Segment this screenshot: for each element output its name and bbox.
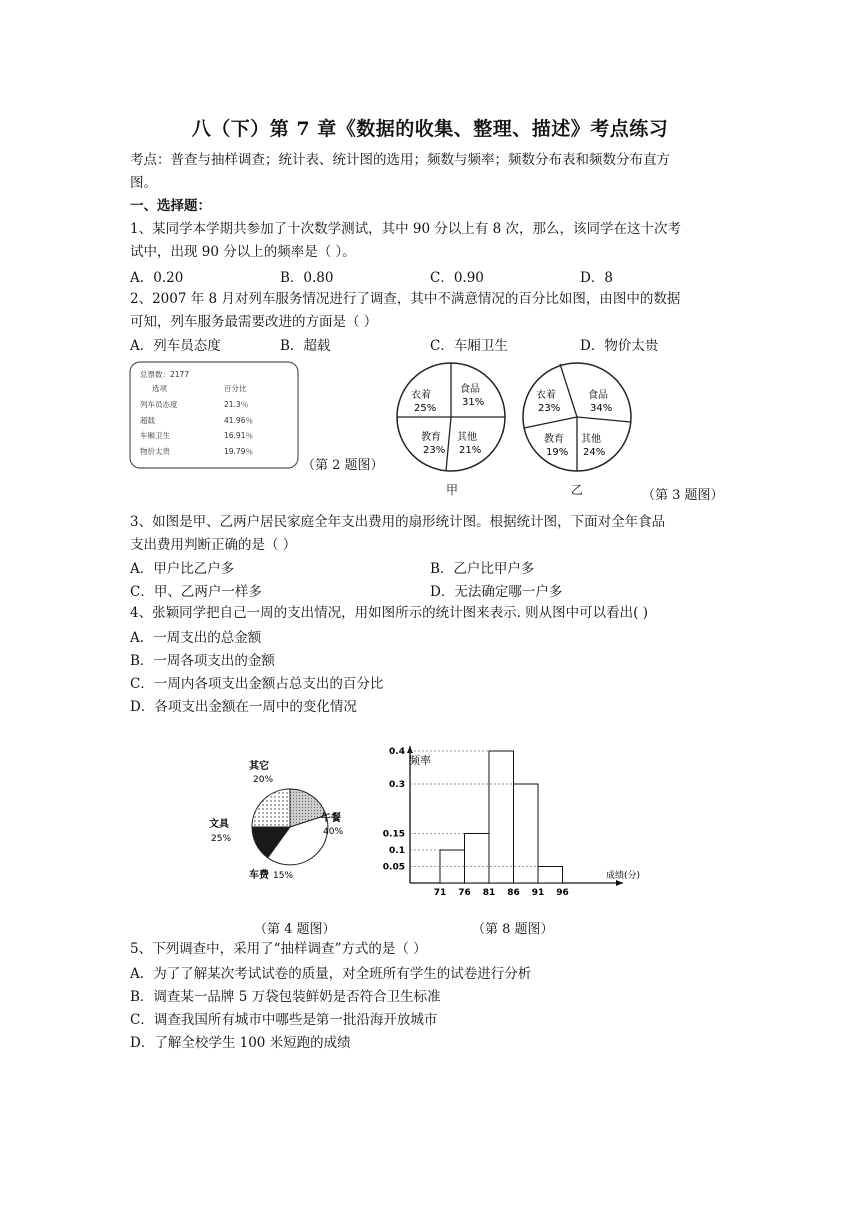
q4-pie-figure: [205, 755, 344, 885]
histogram-x-label: 成绩(分): [606, 871, 641, 881]
q2-table-col1: 选项: [152, 384, 167, 393]
histogram-y-tick-label: 0.3: [389, 780, 405, 790]
histogram-bar: [465, 834, 490, 884]
histogram-y-tick-label: 0.15: [382, 829, 405, 840]
q2-line-1: 2、2007 年 8 月对列车服务情况进行了调查，其中不满意情况的百分比如图，由图中的数据: [130, 291, 681, 307]
q3-line-2: 支出费用判断正确的是（ ）: [130, 537, 297, 553]
jia-slice-other-pct: 21%: [459, 445, 482, 456]
q2-table-row-4-pct: 19.79％: [224, 447, 253, 456]
intro-line-1: 考点：普查与抽样调查；统计表、统计图的选用；频数与频率；频数分布表和频数分布直方: [130, 152, 670, 168]
q2-table-figure: [128, 360, 300, 470]
q3-caption: （第 3 题图）: [642, 488, 724, 503]
jia-slice-food-pct: 31%: [462, 397, 485, 408]
q3-pie-jia-label: 甲: [446, 483, 459, 497]
q4-line-1: 4、张颖同学把自己一周的支出情况，用如图所示的统计图来表示. 则从图中可以看出( ): [130, 605, 648, 621]
q4-label-lunch-name: 午餐: [321, 813, 341, 824]
q4-label-lunch-pct: 40%: [323, 827, 344, 837]
q5-option-a: A．为了了解某次考试试卷的质量，对全班所有学生的试卷进行分析: [130, 966, 532, 982]
q3-pie-yi-label: 乙: [571, 483, 584, 497]
q4-label-other-pct: 20%: [253, 775, 274, 785]
q4-caption: （第 4 题图）: [254, 922, 336, 937]
q4-label-fare-name: 车费: [249, 870, 269, 881]
q2-table-row-4-item: 物价太贵: [140, 447, 170, 456]
q1-line-1: 1、某同学本学期共参加了十次数学测试，其中 90 分以上有 8 次，那么，该同学在这十次考: [130, 221, 682, 237]
q4-option-c: C．一周内各项支出金额占总支出的百分比: [130, 676, 384, 692]
q5-option-c: C．调查我国所有城市中哪些是第一批沿海开放城市: [130, 1012, 438, 1028]
q2-option-a: A．列车员态度: [130, 338, 221, 354]
jia-slice-education-pct: 23%: [423, 445, 446, 456]
yi-slice-other-name: 其他: [581, 434, 601, 445]
intro-line-2: 图。: [130, 175, 157, 191]
q3-pie-jia: [394, 360, 514, 480]
q3-option-b: B．乙户比甲户多: [430, 561, 535, 577]
q8-caption: （第 8 题图）: [472, 922, 554, 937]
histogram-y-tick-label: 0.4: [389, 747, 405, 757]
jia-slice-food-name: 食品: [460, 384, 480, 395]
q1-option-c: C．0.90: [430, 270, 484, 286]
q4-slice-stationery: [252, 789, 290, 827]
section-heading: 一、选择题：: [130, 198, 211, 214]
q3-option-d: D．无法确定哪一户多: [430, 584, 563, 600]
histogram-bar: [538, 867, 563, 884]
jia-slice-clothing-pct: 25%: [414, 403, 437, 414]
q1-option-b: B．0.80: [280, 270, 334, 286]
histogram-x-tick-label: 81: [482, 888, 496, 898]
q2-table-header: 总票数：2177: [140, 370, 190, 379]
q4-option-a: A．一周支出的总金额: [130, 630, 262, 646]
q4-label-other-name: 其它: [249, 761, 269, 772]
histogram-x-tick-label: 91: [531, 888, 545, 898]
q2-option-d: D．物价太贵: [580, 338, 659, 354]
histogram-y-label: 频率: [409, 754, 431, 767]
q2-table-row-2-pct: 41.96％: [224, 416, 253, 425]
histogram-x-tick-label: 71: [433, 888, 447, 898]
q4-label-stationery-name: 文具: [209, 819, 229, 830]
jia-slice-other-name: 其他: [457, 432, 477, 443]
q3-pie-yi: [520, 360, 640, 480]
histogram-bar: [489, 751, 514, 883]
q3-line-1: 3、如图是甲、乙两户居民家庭全年支出费用的扇形统计图。根据统计图，下面对全年食品: [130, 514, 666, 530]
q2-table-row-1-item: 列车员态度: [140, 400, 178, 409]
q2-table-row-1-pct: 21.3％: [224, 400, 249, 409]
q2-caption: （第 2 题图）: [302, 458, 384, 473]
q5-option-b: B．调查某一品牌 5 万袋包装鲜奶是否符合卫生标准: [130, 989, 441, 1005]
q4-option-b: B．一周各项支出的金额: [130, 653, 275, 669]
q5-option-d: D．了解全校学生 100 米短跑的成绩: [130, 1035, 351, 1051]
yi-slice-clothing-name: 衣着: [536, 390, 556, 401]
q1-option-d: D．8: [580, 270, 613, 286]
q3-option-a: A．甲户比乙户多: [130, 561, 235, 577]
q4-label-fare-pct: 15%: [273, 871, 294, 881]
jia-slice-clothing-name: 衣着: [411, 390, 431, 401]
histogram-x-tick-label: 86: [507, 888, 520, 898]
q2-table-col2: 百分比: [224, 384, 247, 393]
q2-option-c: C．车厢卫生: [430, 338, 508, 354]
q8-histogram: [378, 738, 678, 898]
q1-option-a: A．0.20: [130, 270, 184, 286]
q2-option-b: B．超载: [280, 338, 331, 354]
yi-slice-clothing-pct: 23%: [538, 403, 561, 414]
q2-line-2: 可知，列车服务最需要改进的方面是（ ）: [130, 314, 378, 330]
q2-table-row-2-item: 超载: [140, 416, 155, 425]
q2-table-row-3-pct: 16.91％: [224, 431, 253, 440]
q3-option-c: C．甲、乙两户一样多: [130, 584, 262, 600]
q4-option-d: D．各项支出金额在一周中的变化情况: [130, 699, 357, 715]
q4-label-stationery-pct: 25%: [211, 834, 232, 844]
histogram-y-tick-label: 0.1: [389, 846, 405, 856]
yi-slice-other-pct: 24%: [583, 447, 606, 458]
jia-slice-education-name: 教育: [421, 432, 441, 443]
histogram-x-tick-label: 96: [556, 888, 569, 898]
yi-slice-food-name: 食品: [588, 390, 608, 401]
histogram-y-tick-label: 0.05: [382, 862, 405, 873]
q1-line-2: 试中，出现 90 分以上的频率是（ ）。: [130, 244, 356, 260]
histogram-bar: [514, 784, 539, 883]
q5-line-1: 5、下列调查中，采用了“抽样调查”方式的是（ ）: [130, 941, 427, 957]
page-title: 八（下）第 7 章《数据的收集、整理、描述》考点练习: [191, 118, 669, 140]
histogram-x-tick-label: 76: [458, 888, 471, 898]
yi-slice-education-pct: 19%: [546, 447, 569, 458]
yi-slice-education-name: 教育: [544, 434, 564, 445]
q2-table-row-3-item: 车厢卫生: [140, 431, 170, 440]
yi-slice-food-pct: 34%: [590, 403, 613, 414]
histogram-y-arrow: [407, 746, 413, 753]
